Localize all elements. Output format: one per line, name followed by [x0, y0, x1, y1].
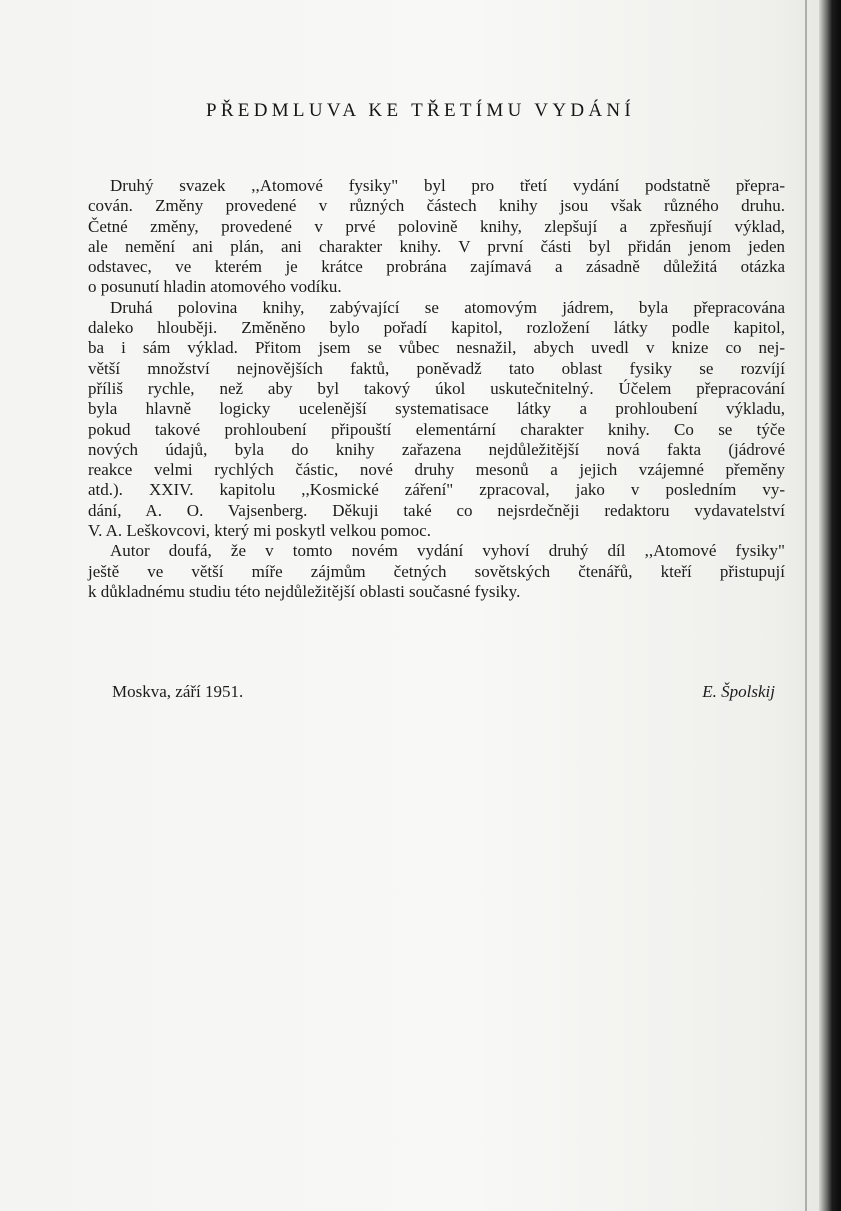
- preface-body: [88, 176, 785, 602]
- text-line: k důkladnému studiu této nejdůležitější oblasti současné fysiky.: [88, 581, 521, 601]
- text-line: byla hlavně logicky ucelenější systematisace látky a prohloubení výkladu,: [88, 399, 785, 419]
- text-line: větší množství nejnovějších faktů, poněvadž tato oblast fysiky se rozvíjí: [88, 358, 785, 378]
- text-line: Druhý svazek ,,Atomové fysiky" byl pro třetí vydání podstatně přepra-: [110, 176, 785, 195]
- binding-crease: [805, 0, 807, 1211]
- text-line: Druhá polovina knihy, zabývající se atomovým jádrem, byla přepracována: [110, 297, 785, 317]
- text-line: V. A. Leškovcovi, který mi poskytl velkou pomoc.: [88, 521, 431, 541]
- text-line: o posunutí hladin atomového vodíku.: [88, 277, 342, 297]
- text-line: ba i sám výklad. Přitom jsem se vůbec nesnažil, abych uvedl v knize co nej-: [88, 338, 785, 358]
- text-line: cován. Změny provedené v různých částech knihy jsou však různého druhu.: [88, 196, 785, 216]
- text-line: příliš rychle, než aby byl takový úkol uskutečnitelný. Účelem přepracování: [88, 378, 785, 398]
- text-line: ještě ve větší míře zájmům četných sovětských čtenářů, kteří přistupují: [88, 561, 785, 581]
- page-title: PŘEDMLUVA KE TŘETÍMU VYDÁNÍ: [205, 100, 636, 121]
- text-line: Četné změny, provedené v prvé polovině knihy, zlepšují a zpřesňují výklad,: [88, 216, 785, 236]
- text-line: reakce velmi rychlých částic, nové druhy mesonů a jejich vzájemné přeměny: [88, 460, 785, 480]
- text-line: odstavec, ve kterém je krátce probrána zajímavá a zásadně důležitá otázka: [88, 257, 785, 277]
- author-signature: E. Špolskij: [702, 682, 775, 701]
- text-line: daleko hlouběji. Změněno bylo pořadí kapitol, rozložení látky podle kapitol,: [88, 318, 785, 338]
- text-line: ale nemění ani plán, ani charakter knihy. V první části byl přidán jenom jeden: [88, 236, 785, 256]
- place-date: Moskva, září 1951.: [112, 682, 244, 701]
- text-line: atd.). XXIV. kapitolu ,,Kosmické záření" zpracoval, jako v posledním vy-: [88, 480, 785, 500]
- text-line: pokud takové prohloubení připouští elementární charakter knihy. Co se týče: [88, 419, 785, 439]
- text-line: nových údajů, byla do knihy zařazena nejdůležitější nová fakta (jádrové: [88, 439, 785, 459]
- binding-edge: [819, 0, 841, 1211]
- text-line: dání, A. O. Vajsenberg. Děkuji také co nejsrdečněji redaktoru vydavatelství: [88, 500, 785, 520]
- closing-line: [0, 682, 841, 704]
- text-line: Autor doufá, že v tomto novém vydání vyhoví druhý díl ,,Atomové fysiky": [110, 541, 785, 561]
